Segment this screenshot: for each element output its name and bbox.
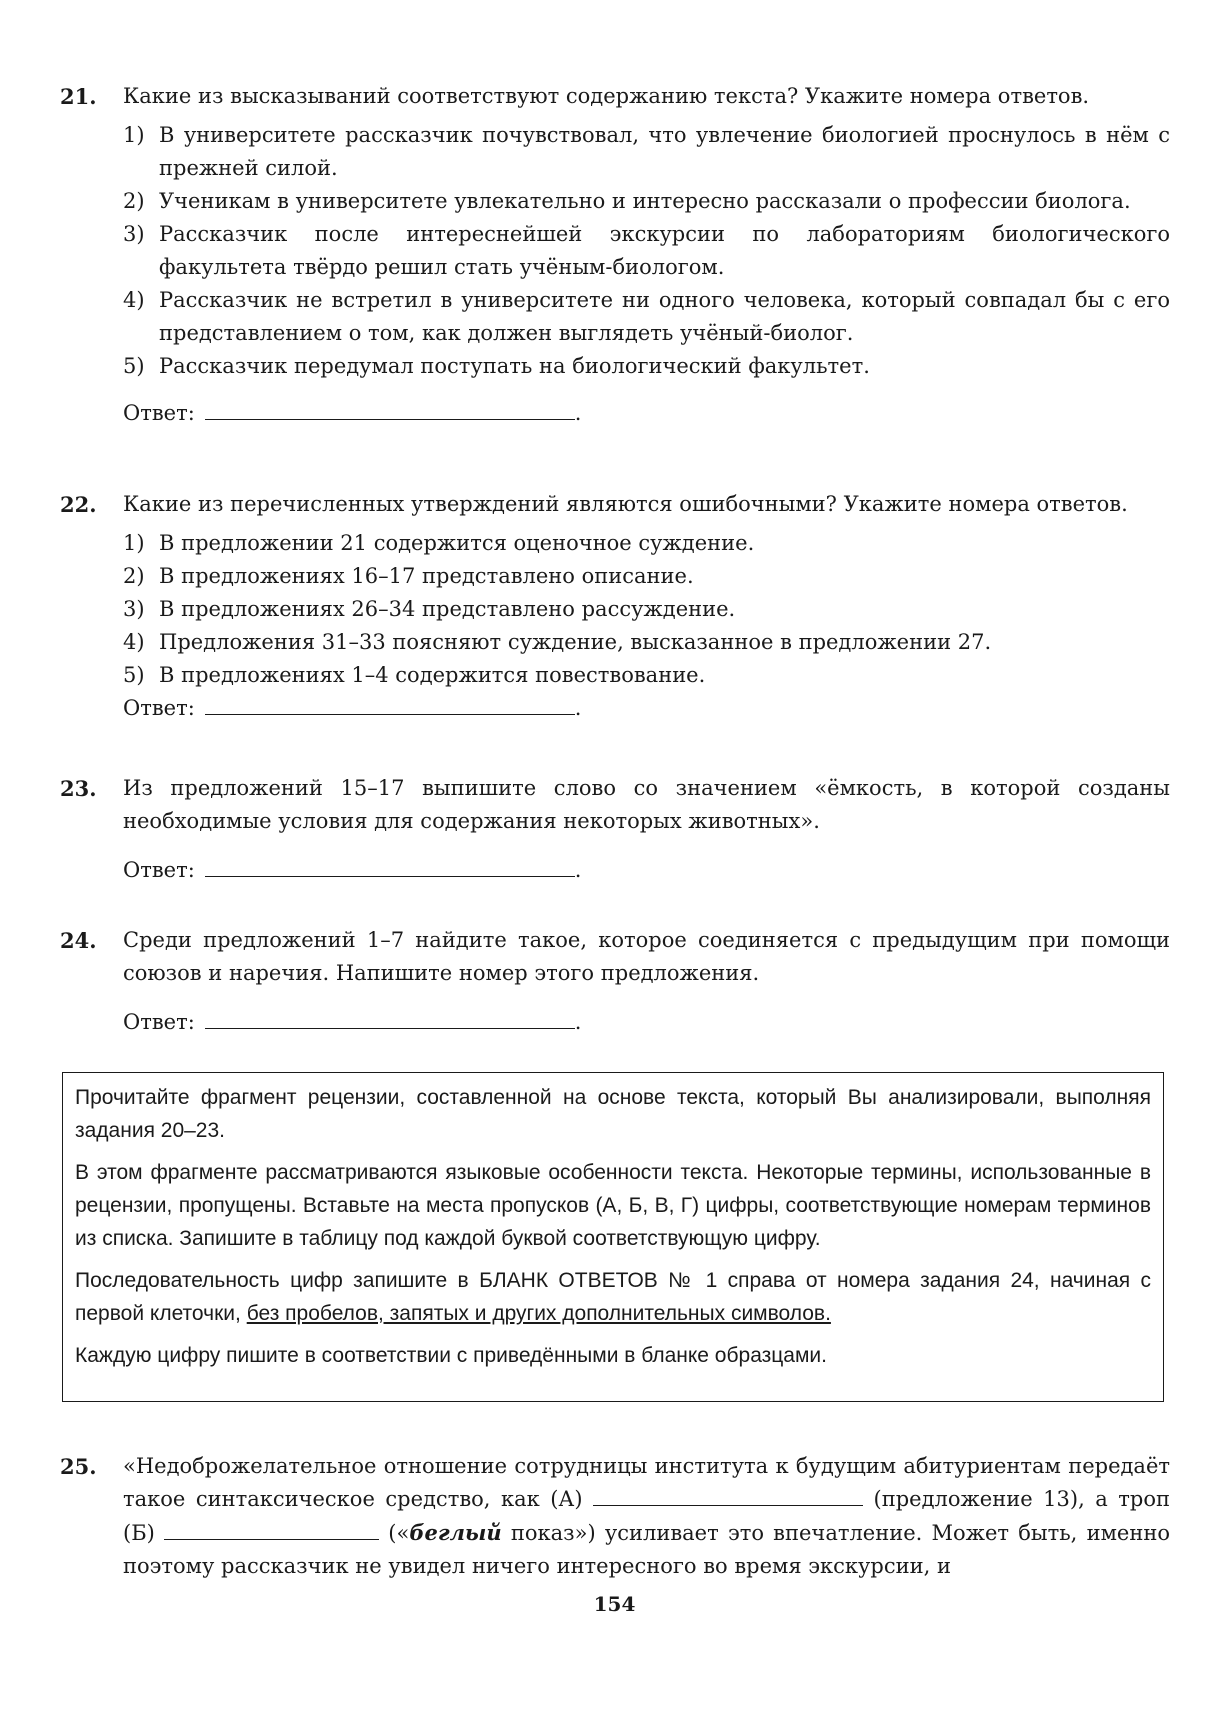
question-21	[60, 80, 1170, 430]
page-number: 154	[593, 1592, 636, 1616]
answer-line[interactable]	[205, 1006, 575, 1029]
question-text: Какие из перечисленных утверждений являются ошибочными? Укажите номера ответов.	[123, 492, 1128, 516]
question-24	[60, 924, 1170, 1039]
instruction-paragraph: Последовательность цифр запишите в БЛАНК ОТВЕТОВ № 1 справа от номера задания 24, начиная с первой клеточки, без пробелов, запятых и других дополнительных символов.	[75, 1269, 1151, 1325]
underlined-text: без пробелов, запятых и других дополнительных символов.	[246, 1302, 831, 1325]
options-list	[123, 119, 1170, 383]
question-number: 25.	[60, 1454, 97, 1479]
list-item: 3) Рассказчик после интереснейшей экскурсии по лабораториям биологического факультета твёрдо решил стать учёным-биологом.	[123, 222, 1170, 279]
question-number: 21.	[60, 84, 97, 109]
instruction-paragraph: Каждую цифру пишите в соответствии с приведёнными в бланке образцами.	[75, 1344, 827, 1367]
question-text: Из предложений 15–17 выпишите слово со значением «ёмкость, в которой созданы необходимые условия для содержания некоторых животных».	[123, 776, 1170, 833]
question-25	[60, 1450, 1170, 1583]
question-text: Среди предложений 1–7 найдите такое, которое соединяется с предыдущим при помощи союзов и наречия. Напишите номер этого предложения.	[123, 928, 1170, 985]
answer-label: Ответ:	[123, 401, 195, 425]
list-item: 1) В университете рассказчик почувствовал, что увлечение биологией проснулось в нём с прежней силой.	[123, 123, 1170, 180]
answer-field[interactable]: Ответ: .	[123, 1006, 1170, 1039]
answer-line[interactable]	[205, 854, 575, 877]
answer-label: Ответ:	[123, 858, 195, 882]
list-item: 1) В предложении 21 содержится оценочное суждение.	[123, 531, 755, 555]
answer-line[interactable]	[205, 692, 575, 715]
question-text: «Недоброжелательное отношение сотрудницы института к будущим абитуриентам передаёт такое синтаксическое средство, как (А) (предложение 13), а троп (Б) («беглый показ») усиливает это впечатление. Может быть, именно поэтому рассказчик не увидел ничего интересного во время экскурсии, и	[123, 1454, 1170, 1578]
list-item: 4) Рассказчик не встретил в университете ни одного человека, который совпадал бы с его представлением о том, как должен выглядеть учёный-биолог.	[123, 288, 1170, 345]
question-23	[60, 772, 1170, 887]
instruction-paragraph: В этом фрагменте рассматриваются языковые особенности текста. Некоторые термины, использованные в рецензии, пропущены. Вставьте на места пропусков (А, Б, В, Г) цифры, соответствующие номерам терминов из списка. Запишите в таблицу под каждой буквой соответствующую цифру.	[75, 1161, 1151, 1250]
answer-label: Ответ:	[123, 696, 195, 720]
blank-a[interactable]	[593, 1483, 863, 1506]
question-22	[60, 488, 1170, 725]
list-item: 5) Рассказчик передумал поступать на биологический факультет.	[123, 354, 870, 378]
answer-field[interactable]: Ответ: .	[123, 854, 1170, 887]
blank-b[interactable]	[164, 1517, 379, 1540]
options-list	[123, 527, 1170, 692]
question-number: 23.	[60, 776, 97, 801]
question-number: 24.	[60, 928, 97, 953]
list-item: 3) В предложениях 26–34 представлено рассуждение.	[123, 597, 736, 621]
list-item: 2) Ученикам в университете увлекательно и интересно рассказали о профессии биолога.	[123, 189, 1131, 213]
question-text: Какие из высказываний соответствуют содержанию текста? Укажите номера ответов.	[123, 84, 1090, 108]
list-item: 2) В предложениях 16–17 представлено описание.	[123, 564, 694, 588]
list-item: 5) В предложениях 1–4 содержится повествование.	[123, 663, 706, 687]
instruction-paragraph: Прочитайте фрагмент рецензии, составленной на основе текста, который Вы анализировали, выполняя задания 20–23.	[75, 1086, 1151, 1142]
answer-label: Ответ:	[123, 1010, 195, 1034]
answer-field[interactable]: Ответ: .	[123, 397, 1170, 430]
answer-field[interactable]: Ответ: .	[123, 692, 1170, 725]
question-number: 22.	[60, 492, 97, 517]
answer-line[interactable]	[205, 397, 575, 420]
instruction-box	[62, 1072, 1164, 1402]
list-item: 4) Предложения 31–33 поясняют суждение, высказанное в предложении 27.	[123, 630, 992, 654]
